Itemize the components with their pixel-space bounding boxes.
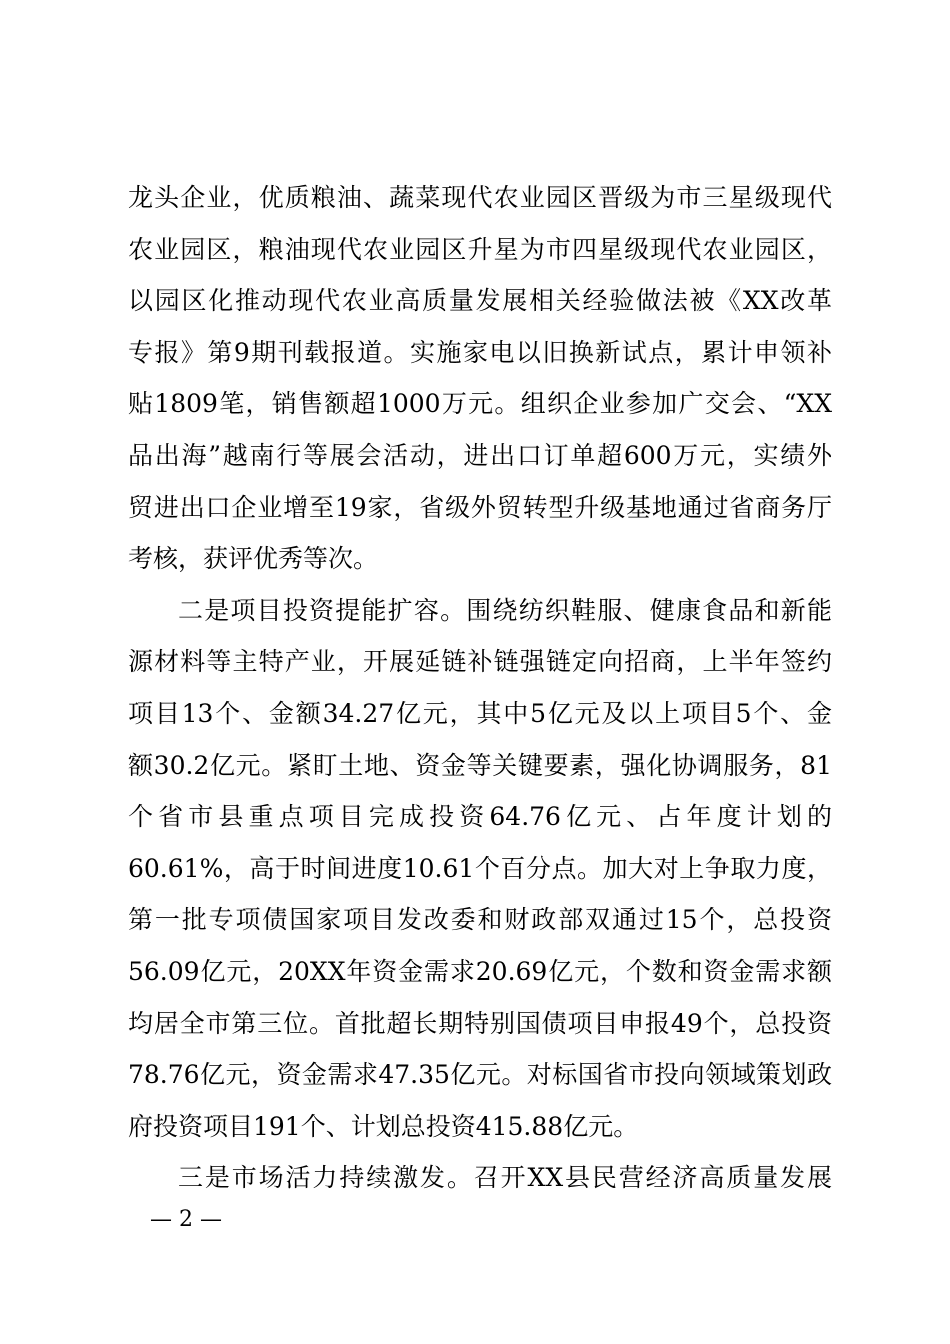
text-line: 额30.2亿元。紧盯土地、资金等关键要素，强化协调服务，81	[128, 750, 832, 780]
text-line: 贴1809笔，销售额超1000万元。组织企业参加广交会、“XX	[128, 389, 832, 419]
paragraph-1	[128, 172, 832, 585]
text-line: 二是项目投资提能扩容。围绕纺织鞋服、健康食品和新能	[178, 595, 832, 625]
text-line: 78.76亿元，资金需求47.35亿元。对标国省市投向领域策划政	[128, 1060, 832, 1090]
text-line: 考核，获评优秀等次。	[128, 544, 379, 574]
text-line: 均居全市第三位。首批超长期特别国债项目申报49个，总投资	[128, 1008, 832, 1038]
text-line: 第一批专项债国家项目发改委和财政部双通过15个，总投资	[128, 905, 832, 935]
page-number: — 2 —	[150, 1207, 222, 1232]
text-line: 贸进出口企业增至19家，省级外贸转型升级基地通过省商务厅	[128, 492, 832, 522]
text-line: 60.61%，高于时间进度10.61个百分点。加大对上争取力度，	[128, 853, 832, 883]
text-line: 56.09亿元，20XX年资金需求20.69亿元，个数和资金需求额	[128, 956, 832, 986]
text-line: 三是市场活力持续激发。召开XX县民营经济高质量发展	[178, 1163, 832, 1193]
paragraph-2	[128, 585, 832, 1153]
text-line: 项目13个、金额34.27亿元，其中5亿元及以上项目5个、金	[128, 698, 832, 728]
text-line: 个省市县重点项目完成投资64.76亿元、占年度计划的	[128, 802, 832, 832]
text-line: 府投资项目191个、计划总投资415.88亿元。	[128, 1111, 639, 1141]
text-line: 龙头企业，优质粮油、蔬菜现代农业园区晋级为市三星级现代	[128, 183, 832, 212]
body-text	[128, 172, 832, 1204]
text-line: 专报》第9期刊载报道。实施家电以旧换新试点，累计申领补	[128, 337, 832, 367]
text-line: 源材料等主特产业，开展延链补链强链定向招商，上半年签约	[128, 647, 832, 677]
text-line: 农业园区，粮油现代农业园区升星为市四星级现代农业园区，	[128, 234, 832, 264]
paragraph-3	[128, 1152, 832, 1204]
text-line: 以园区化推动现代农业高质量发展相关经验做法被《XX改革	[128, 286, 832, 316]
text-line: 品出海”越南行等展会活动，进出口订单超600万元，实绩外	[128, 440, 832, 470]
